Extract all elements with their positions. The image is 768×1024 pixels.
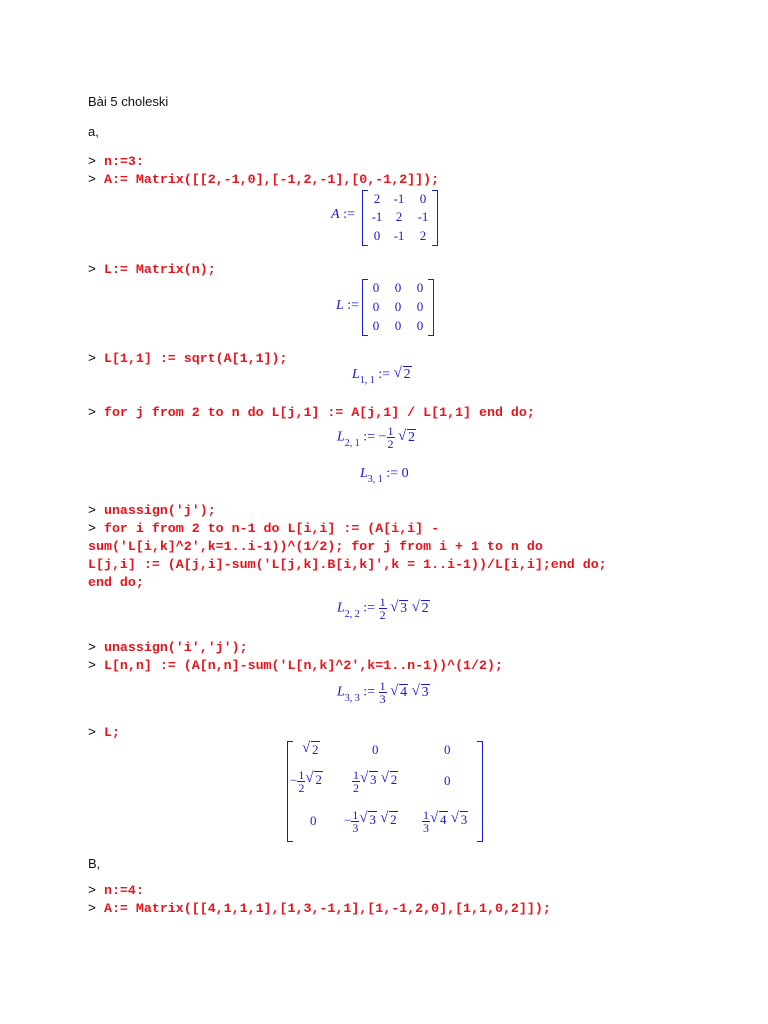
output-l21: $L_{2, 1}$ := − $\frac{1}{2}$ √ 2 bbox=[337, 425, 416, 450]
cell-l32: − $\frac{1}{3}$ √ 3 √ 2 bbox=[344, 809, 398, 834]
command-line[interactable]: > unassign('j'); bbox=[88, 503, 216, 518]
command-line[interactable]: > A:= Matrix([[2,-1,0],[-1,2,-1],[0,-1,2]]); bbox=[88, 172, 440, 187]
section-b-label: B, bbox=[88, 856, 101, 871]
cell-l23: 0 bbox=[444, 773, 451, 788]
output-l11: $L_{1, 1}$ := √ 2 bbox=[352, 367, 412, 383]
matrix-a: 2 -1 0 -1 2 -1 0 -1 2 bbox=[362, 190, 438, 246]
matrix-l-result bbox=[287, 741, 483, 842]
cell-l21: − $\frac{1}{2}$ √ 2 bbox=[290, 769, 323, 794]
command-line[interactable]: > for i from 2 to n-1 do L[i,i] := (A[i,i] - bbox=[88, 521, 440, 536]
cell-l13: 0 bbox=[444, 742, 451, 757]
page-title: Bài 5 choleski bbox=[88, 94, 169, 109]
cell-l31: 0 bbox=[310, 813, 317, 828]
command-line[interactable]: > for j from 2 to n do L[j,1] := A[j,1] / L[1,1] end do; bbox=[88, 405, 535, 420]
cell-l22: $\frac{1}{2}$ √ 3 √ 2 bbox=[352, 769, 398, 794]
output-l22: $L_{2, 2}$ := $\frac{1}{2}$ √ 3 √ 2 bbox=[337, 596, 430, 621]
command-line[interactable]: > n:=3: bbox=[88, 154, 144, 169]
command-line-cont[interactable]: sum('L[i,k]^2',k=1..i-1))^(1/2); for j from i + 1 to n do bbox=[88, 539, 543, 554]
command-line[interactable]: > L[n,n] := (A[n,n]-sum('L[n,k]^2',k=1..n-1))^(1/2); bbox=[88, 658, 503, 673]
command-line[interactable]: > L; bbox=[88, 725, 120, 740]
section-a-label: a, bbox=[88, 124, 99, 139]
command-line[interactable]: > A:= Matrix([[4,1,1,1],[1,3,-1,1],[1,-1,2,0],[1,1,0,2]]); bbox=[88, 901, 551, 916]
cell-l11: √ 2 bbox=[302, 742, 320, 758]
output-label: A := bbox=[331, 207, 355, 222]
cell-l33: $\frac{1}{3}$ √ 4 √ 3 bbox=[422, 809, 468, 834]
command-line-cont[interactable]: end do; bbox=[88, 575, 144, 590]
cell-l12: 0 bbox=[372, 742, 379, 757]
output-l31: $L_{3, 1}$ := 0 bbox=[360, 466, 409, 485]
output-l33: $L_{3, 3}$ := $\frac{1}{3}$ √ 4 √ 3 bbox=[337, 680, 430, 705]
command-line[interactable]: > L:= Matrix(n); bbox=[88, 262, 216, 277]
matrix-l-zero: 0 0 0 0 0 0 0 0 0 bbox=[362, 279, 434, 336]
command-line-cont[interactable]: L[j,i] := (A[j,i]-sum('L[j,k].B[i,k]',k = 1..i-1))/L[i,i];end do; bbox=[88, 557, 607, 572]
command-line[interactable]: > unassign('i','j'); bbox=[88, 640, 248, 655]
command-line[interactable]: > n:=4: bbox=[88, 883, 144, 898]
output-label: L := bbox=[336, 298, 360, 313]
command-line[interactable]: > L[1,1] := sqrt(A[1,1]); bbox=[88, 351, 288, 366]
